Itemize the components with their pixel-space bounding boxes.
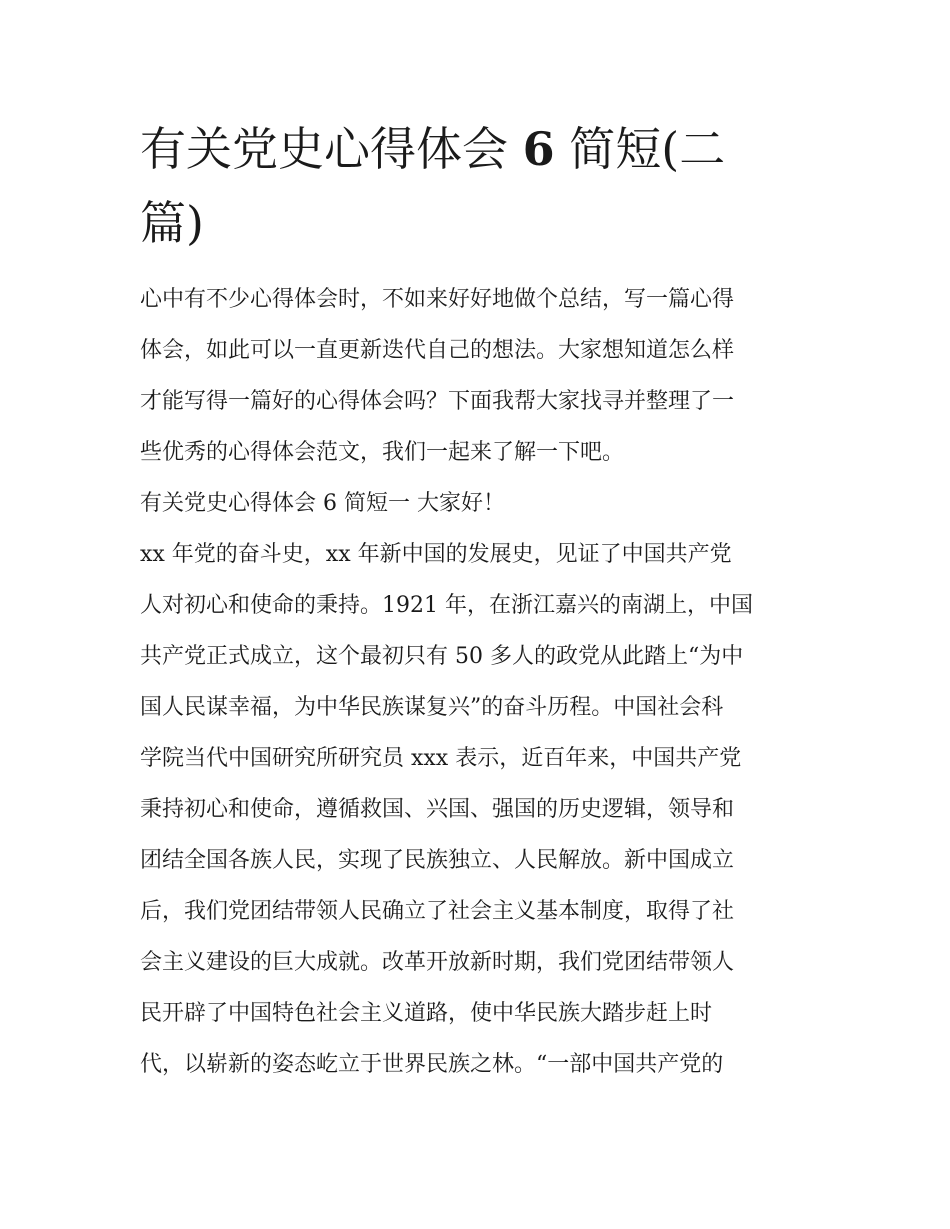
title-line-2: 篇)	[140, 196, 204, 250]
body-line: xx 年党的奋斗史，xx 年新中国的发展史，见证了中国共产党	[140, 542, 732, 567]
intro-line: 体会，如此可以一直更新迭代自己的想法。大家想知道怎么样	[140, 338, 735, 363]
body-line: 代，以崭新的姿态屹立于世界民族之林。“一部中国共产党的	[140, 1052, 724, 1077]
body-line: 后，我们党团结带领人民确立了社会主义基本制度，取得了社	[140, 899, 735, 924]
body-line: 人对初心和使命的秉持。1921 年，在浙江嘉兴的南湖上，中国	[140, 593, 753, 618]
intro-line: 才能写得一篇好的心得体会吗？下面我帮大家找寻并整理了一	[140, 389, 735, 414]
intro-line: 些优秀的心得体会范文，我们一起来了解一下吧。	[140, 440, 625, 465]
body-paragraph	[140, 529, 812, 1090]
body-line: 国人民谋幸福，为中华民族谋复兴”的奋斗历程。中国社会科	[140, 695, 724, 720]
body-line: 团结全国各族人民，实现了民族独立、人民解放。新中国成立	[140, 848, 735, 873]
body-line: 学院当代中国研究所研究员 xxx 表示，近百年来，中国共产党	[140, 746, 742, 771]
intro-line: 心中有不少心得体会时，不如来好好地做个总结，写一篇心得	[140, 287, 735, 312]
section-heading	[140, 478, 812, 529]
body-line: 共产党正式成立，这个最初只有 50 多人的政党从此踏上“为中	[140, 644, 744, 669]
title-number: 6	[522, 122, 555, 176]
document-page	[140, 112, 812, 1090]
intro-paragraph	[140, 274, 812, 478]
body-line: 民开辟了中国特色社会主义道路，使中华民族大踏步赶上时	[140, 1001, 713, 1026]
title-text-part2: 简短(二	[569, 122, 726, 176]
title-line-1	[140, 112, 812, 186]
body-line: 秉持初心和使命，遵循救国、兴国、强国的历史逻辑，领导和	[140, 797, 735, 822]
body-line: 会主义建设的巨大成就。改革开放新时期，我们党团结带领人	[140, 950, 735, 975]
document-title	[140, 112, 812, 260]
title-text-part1: 有关党史心得体会	[140, 122, 508, 176]
section-heading-text: 有关党史心得体会 6 简短一 大家好！	[140, 491, 505, 516]
